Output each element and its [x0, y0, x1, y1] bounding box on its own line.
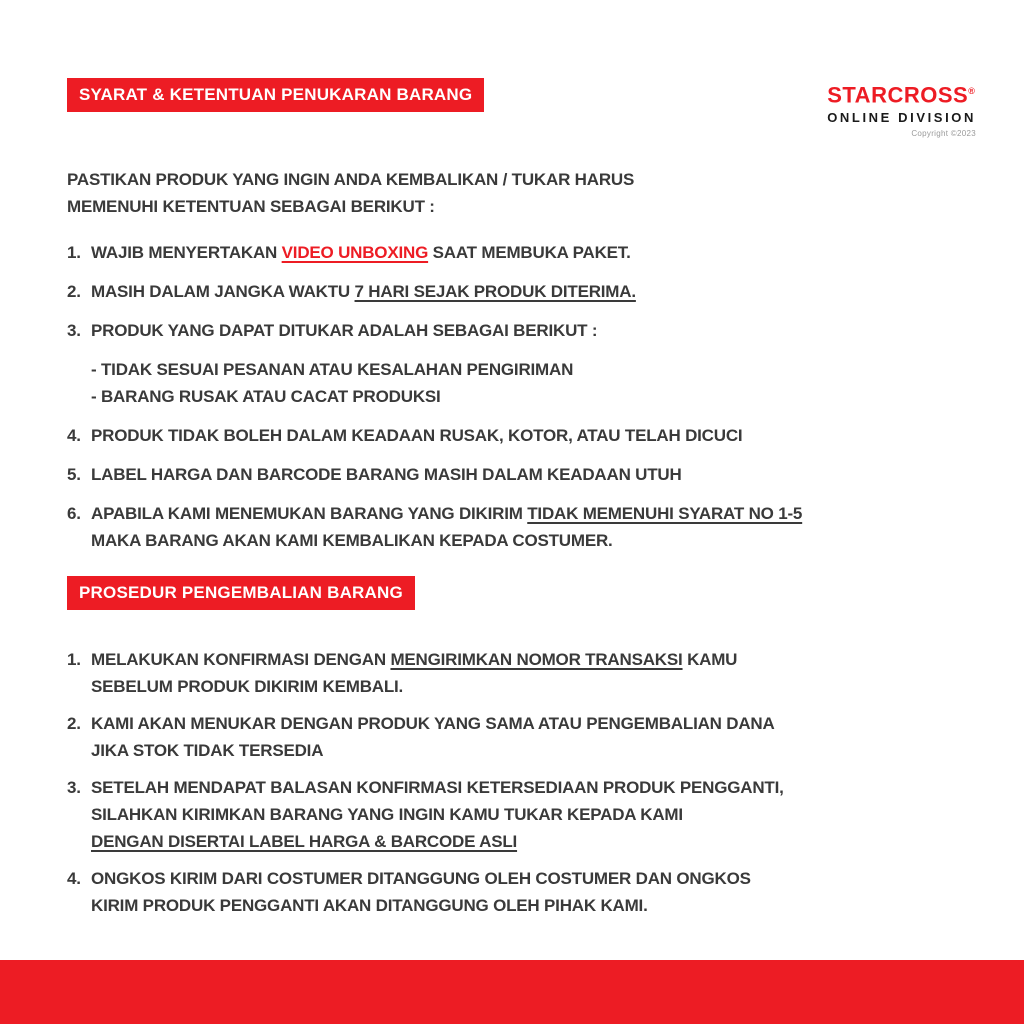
- prosedur-item-2: [67, 710, 976, 764]
- underlined-text: DENGAN DISERTAI LABEL HARGA & BARCODE ASLI: [91, 832, 518, 852]
- header: [67, 78, 976, 138]
- text-segment: MASIH DALAM JANGKA WAKTU: [91, 282, 355, 302]
- text-segment: WAJIB MENYERTAKAN: [91, 243, 282, 263]
- item-text: [91, 774, 976, 855]
- content-area: [67, 78, 976, 929]
- item-number: 1.: [67, 243, 81, 263]
- item-line-2: SEBELUM PRODUK DIKIRIM KEMBALI.: [91, 677, 404, 697]
- item-line-1: KAMI AKAN MENUKAR DENGAN PRODUK YANG SAMA ATAU PENGEMBALIAN DANA: [91, 714, 775, 734]
- text-segment: APABILA KAMI MENEMUKAN BARANG YANG DIKIRIM: [91, 504, 528, 524]
- item-number: 4.: [67, 426, 81, 446]
- brand-block: [827, 80, 976, 138]
- item-text: LABEL HARGA DAN BARCODE BARANG MASIH DALAM KEADAAN UTUH: [91, 465, 682, 485]
- registered-mark: ®: [968, 86, 976, 96]
- prosedur-banner-wrap: [67, 576, 976, 610]
- video-unboxing-highlight: VIDEO UNBOXING: [281, 243, 429, 263]
- starcross-logo: [827, 80, 976, 106]
- item-text: [91, 865, 976, 919]
- text-segment: KAMU: [682, 650, 738, 670]
- item-number: 3.: [67, 778, 81, 798]
- item-text: PRODUK TIDAK BOLEH DALAM KEADAAN RUSAK, KOTOR, ATAU TELAH DICUCI: [91, 426, 743, 446]
- intro-paragraph: [67, 166, 976, 220]
- sub-list: [91, 356, 976, 410]
- brand-name: STARCROSS: [827, 82, 969, 108]
- sub-item-1: - TIDAK SESUAI PESANAN ATAU KESALAHAN PENGIRIMAN: [91, 360, 574, 380]
- item-text: [91, 710, 976, 764]
- brand-copyright: Copyright ©2023: [911, 129, 976, 139]
- item-line-1: SETELAH MENDAPAT BALASAN KONFIRMASI KETERSEDIAAN PRODUK PENGGANTI,: [91, 778, 784, 798]
- item-number: 3.: [67, 321, 81, 341]
- item-number: 4.: [67, 869, 81, 889]
- underlined-text: TIDAK MEMENUHI SYARAT NO 1-5: [527, 504, 803, 524]
- item-line-2: MAKA BARANG AKAN KAMI KEMBALIKAN KEPADA COSTUMER.: [91, 531, 613, 551]
- item-line-2: JIKA STOK TIDAK TERSEDIA: [91, 741, 324, 761]
- syarat-list: [67, 239, 976, 554]
- syarat-item-6: [67, 500, 976, 554]
- item-line-1: ONGKOS KIRIM DARI COSTUMER DITANGGUNG OLEH COSTUMER DAN ONGKOS: [91, 869, 751, 889]
- intro-line-1: PASTIKAN PRODUK YANG INGIN ANDA KEMBALIKAN / TUKAR HARUS: [67, 170, 635, 190]
- underlined-text: 7 HARI SEJAK PRODUK DITERIMA.: [354, 282, 636, 302]
- item-number: 5.: [67, 465, 81, 485]
- item-number: 6.: [67, 504, 81, 524]
- item-number: 1.: [67, 650, 81, 670]
- footer-red-bar: [0, 960, 1024, 1024]
- syarat-banner: [67, 78, 484, 112]
- item-line-2: KIRIM PRODUK PENGGANTI AKAN DITANGGUNG OLEH PIHAK KAMI.: [91, 896, 648, 916]
- syarat-item-3: [67, 317, 976, 410]
- sub-item-2: - BARANG RUSAK ATAU CACAT PRODUKSI: [91, 387, 441, 407]
- prosedur-item-4: [67, 865, 976, 919]
- syarat-item-2: [67, 278, 976, 305]
- syarat-item-1: [67, 239, 976, 266]
- item-line-3: [91, 828, 976, 855]
- prosedur-banner: [67, 576, 415, 610]
- item-text: [91, 500, 976, 554]
- item-text: [91, 317, 976, 410]
- syarat-item-4: [67, 422, 976, 449]
- item-line-1: [91, 646, 976, 673]
- item-number: 2.: [67, 282, 81, 302]
- intro-line-2: MEMENUHI KETENTUAN SEBAGAI BERIKUT :: [67, 197, 435, 217]
- text-segment: SAAT MEMBUKA PAKET.: [428, 243, 631, 263]
- text-segment: MELAKUKAN KONFIRMASI DENGAN: [91, 650, 391, 670]
- prosedur-list: [67, 646, 976, 919]
- syarat-banner-title: SYARAT & KETENTUAN PENUKARAN BARANG: [79, 85, 473, 104]
- item-text: [91, 278, 976, 305]
- syarat-item-5: [67, 461, 976, 488]
- item-text: [91, 239, 976, 266]
- underlined-text: MENGIRIMKAN NOMOR TRANSAKSI: [390, 650, 683, 670]
- item-number: 2.: [67, 714, 81, 734]
- brand-division: ONLINE DIVISION: [827, 110, 976, 126]
- prosedur-banner-title: PROSEDUR PENGEMBALIAN BARANG: [79, 583, 403, 603]
- text-segment: PRODUK YANG DAPAT DITUKAR ADALAH SEBAGAI BERIKUT :: [91, 321, 598, 341]
- prosedur-item-3: [67, 774, 976, 855]
- item-text: [91, 646, 976, 700]
- item-line-1: [91, 500, 976, 527]
- prosedur-item-1: [67, 646, 976, 700]
- item-line-2: SILAHKAN KIRIMKAN BARANG YANG INGIN KAMU TUKAR KEPADA KAMI: [91, 805, 683, 825]
